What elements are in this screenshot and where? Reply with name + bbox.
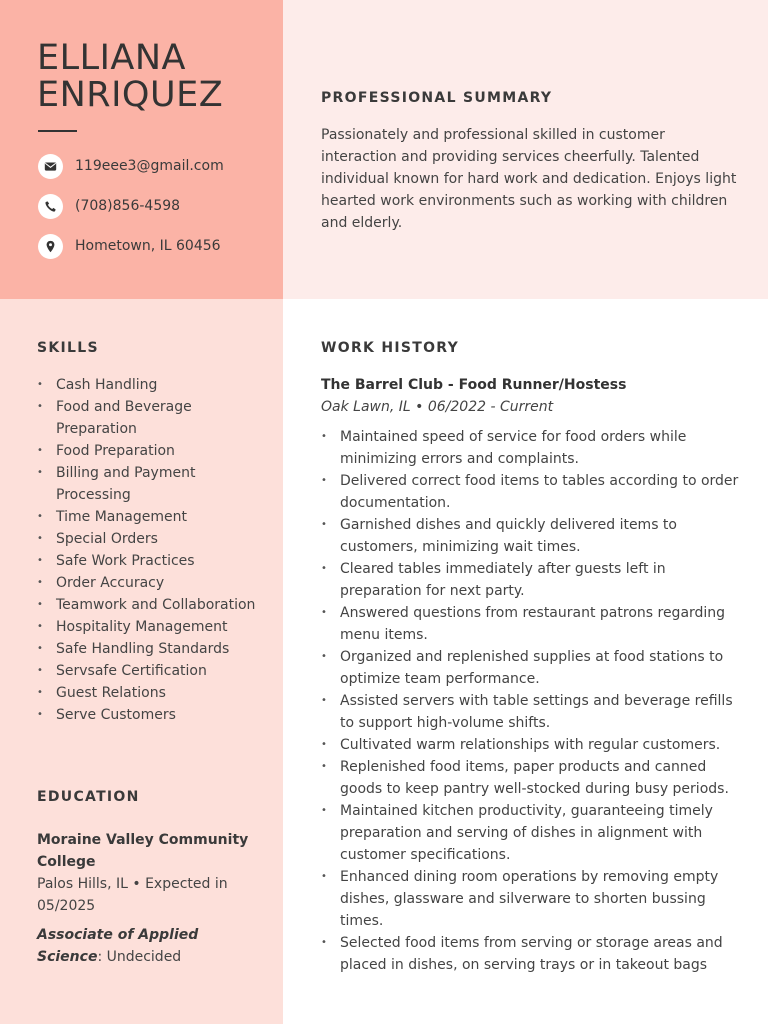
education-degree bbox=[37, 924, 257, 968]
skill-item: • Serve Customers bbox=[37, 704, 267, 726]
phone-text[interactable]: (708)856-4598 bbox=[75, 198, 181, 214]
contact-phone bbox=[38, 193, 278, 219]
work-bullet: • Cleared tables immediately after guests left in preparation for next party. bbox=[321, 558, 741, 602]
work-heading: WORK HISTORY bbox=[321, 340, 460, 356]
skill-item: • Time Management bbox=[37, 506, 267, 528]
work-bullet: • Assisted servers with table settings and beverage refills to support high-volume shifts. bbox=[321, 690, 741, 734]
skills-list bbox=[37, 374, 267, 726]
first-name: ELLIANA bbox=[37, 38, 187, 78]
education-location: Palos Hills, IL • Expected in 05/2025 bbox=[37, 876, 228, 914]
work-bullet: • Selected food items from serving or storage areas and placed in dishes, on serving trays or in takeout bags bbox=[321, 932, 741, 976]
skills-heading: SKILLS bbox=[37, 340, 99, 356]
name-divider bbox=[38, 130, 77, 132]
job-meta: Oak Lawn, IL • 06/2022 - Current bbox=[321, 399, 554, 415]
skill-item: • Food Preparation bbox=[37, 440, 267, 462]
skill-item: • Safe Handling Standards bbox=[37, 638, 267, 660]
contact-email bbox=[38, 153, 278, 179]
skill-item: • Billing and Payment Processing bbox=[37, 462, 267, 506]
skill-item: • Teamwork and Collaboration bbox=[37, 594, 267, 616]
phone-icon bbox=[38, 194, 63, 219]
work-bullet: • Answered questions from restaurant patrons regarding menu items. bbox=[321, 602, 741, 646]
work-bullet: • Delivered correct food items to tables according to order documentation. bbox=[321, 470, 741, 514]
work-bullet: • Cultivated warm relationships with regular customers. bbox=[321, 734, 741, 756]
skill-item: • Food and Beverage Preparation bbox=[37, 396, 267, 440]
location-text: Hometown, IL 60456 bbox=[75, 238, 221, 254]
mail-icon bbox=[38, 154, 63, 179]
skill-item: • Safe Work Practices bbox=[37, 550, 267, 572]
email-text[interactable]: 119eee3@gmail.com bbox=[75, 158, 224, 174]
candidate-name bbox=[37, 40, 223, 114]
degree-name: Associate of Applied Science bbox=[37, 927, 199, 965]
last-name: ENRIQUEZ bbox=[37, 75, 224, 115]
skill-item: • Cash Handling bbox=[37, 374, 267, 396]
job-title: The Barrel Club - Food Runner/Hostess bbox=[321, 377, 627, 393]
skill-item: • Order Accuracy bbox=[37, 572, 267, 594]
work-bullet: • Replenished food items, paper products and canned goods to keep pantry well-stocked during busy periods. bbox=[321, 756, 741, 800]
degree-major: : Undecided bbox=[97, 949, 182, 965]
work-bullet: • Enhanced dining room operations by removing empty dishes, glassware and silverware to shorten bussing times. bbox=[321, 866, 741, 932]
education-school: Moraine Valley Community College bbox=[37, 832, 249, 870]
skill-item: • Hospitality Management bbox=[37, 616, 267, 638]
work-bullet: • Maintained kitchen productivity, guaranteeing timely preparation and serving of dishes in alignment with customer specifications. bbox=[321, 800, 741, 866]
contact-location bbox=[38, 233, 278, 259]
work-bullets bbox=[321, 426, 741, 976]
summary-heading: PROFESSIONAL SUMMARY bbox=[321, 90, 553, 106]
skill-item: • Guest Relations bbox=[37, 682, 267, 704]
work-bullet: • Garnished dishes and quickly delivered items to customers, minimizing wait times. bbox=[321, 514, 741, 558]
work-bullet: • Maintained speed of service for food orders while minimizing errors and complaints. bbox=[321, 426, 741, 470]
education-heading: EDUCATION bbox=[37, 789, 140, 805]
skill-item: • Servsafe Certification bbox=[37, 660, 267, 682]
summary-text: Passionately and professional skilled in customer interaction and providing services cheerfully. Talented individual known for hard work and dedication. Enjoys light hearted work environments such as working with children and elderly. bbox=[321, 127, 737, 231]
work-bullet: • Organized and replenished supplies at food stations to optimize team performance. bbox=[321, 646, 741, 690]
map-pin-icon bbox=[38, 234, 63, 259]
skill-item: • Special Orders bbox=[37, 528, 267, 550]
